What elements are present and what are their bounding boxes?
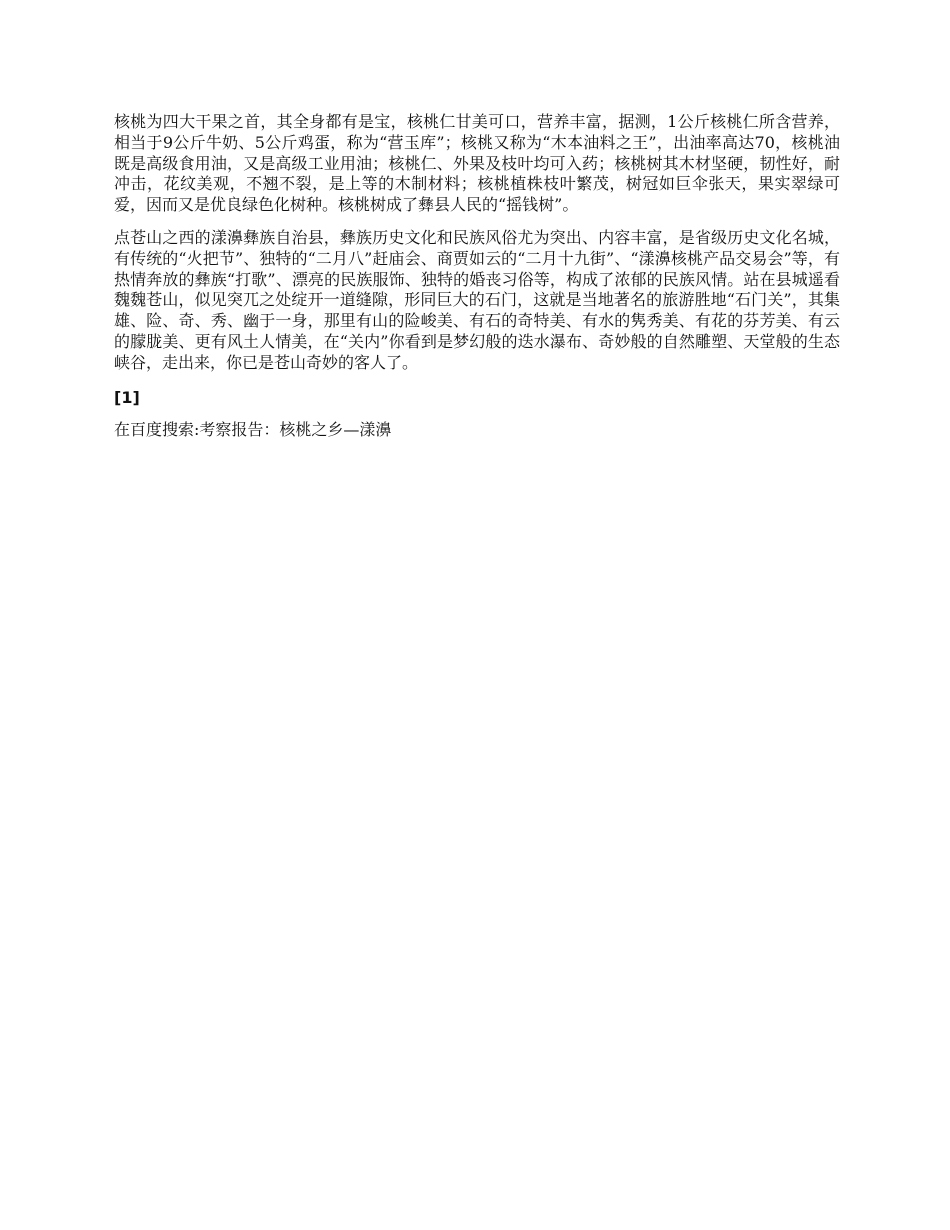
search-footer-text: 在百度搜索:考察报告：核桃之乡—漾濞 xyxy=(114,419,392,439)
document-page xyxy=(114,112,840,440)
paragraph-yangbi-culture: 点苍山之西的漾濞彝族自治县，彝族历史文化和民族风俗尤为突出、内容丰富，是省级历史文化名城，有传统的“火把节”、独特的“二月八”赶庙会、商贾如云的“二月十九街”、“漾濞核桃产品交易会”等，有热情奔放的彝族“打歌”、漂亮的民族服饰、独特的婚丧习俗等，构成了浓郁的民族风情。站在县城遥看魏魏苍山，似见突兀之处绽开一道缝隙，形同巨大的石门，这就是当地著名的旅游胜地“石门关”，其集雄、险、奇、秀、幽于一身，那里有山的险峻美、有石的奇特美、有水的隽秀美、有花的芬芳美、有云的朦胧美、更有风土人情美，在“关内”你看到是梦幻般的迭水瀑布、奇妙般的自然雕塑、天堂般的生态峡谷，走出来，你已是苍山奇妙的客人了。 xyxy=(114,227,840,372)
reference-marker: [1] xyxy=(114,387,140,407)
paragraph-walnut-intro: 核桃为四大干果之首，其全身都有是宝，核桃仁甘美可口，营养丰富，据测，1公斤核桃仁所含营养，相当于9公斤牛奶、5公斤鸡蛋，称为“营玉库”；核桃又称为“木本油料之王”，出油率高达70，核桃油既是高级食用油，又是高级工业用油；核桃仁、外果及枝叶均可入药；核桃树其木材坚硬，韧性好，耐冲击，花纹美观，不翘不裂，是上等的木制材料；核桃植株枝叶繁茂，树冠如巨伞张天，果实翠绿可爱，因而又是优良绿色化树种。核桃树成了彝县人民的“摇钱树”。 xyxy=(114,112,840,215)
